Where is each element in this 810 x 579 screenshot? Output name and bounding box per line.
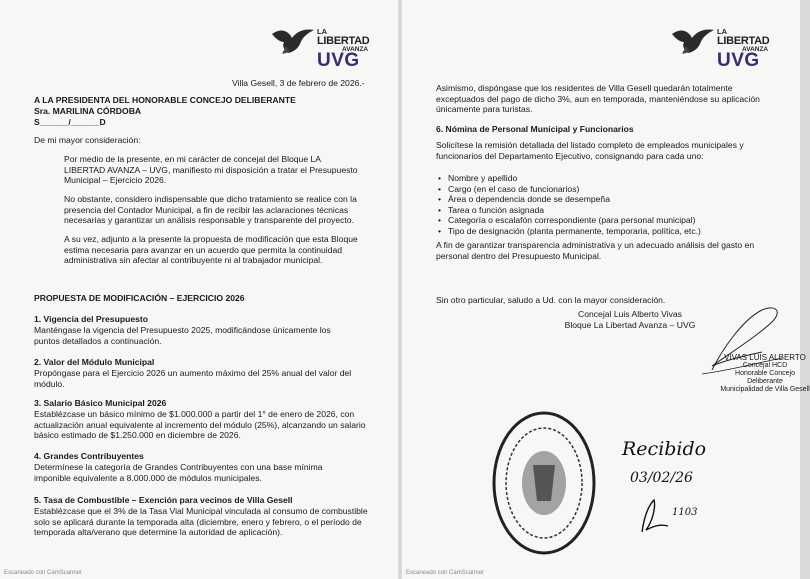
official-stamp xyxy=(720,354,810,394)
logo-text-la: LA xyxy=(717,27,727,36)
scanner-footer: Escaneado con CamScanner xyxy=(406,570,485,576)
stamp-body: Honorable Concejo Deliberante xyxy=(735,370,795,385)
logo-text-libertad: LIBERTAD xyxy=(317,35,370,47)
signer-bloc: Bloque La Libertad Avanza – UVG xyxy=(564,320,696,330)
proposal-title: PROPUESTA DE MODIFICACIÓN – EJERCICIO 2026 xyxy=(34,293,245,303)
initials-scribble xyxy=(634,496,674,536)
signer-name: Concejal Luis Alberto Vivas xyxy=(578,309,682,319)
paragraph-1: Por medio de la presente, en mi carácter de concejal del Bloque LA LIBERTAD AVANZA – UVG, manifiesto mi disposición a tratar el Presupuesto Municipal – Ejercicio 2026. xyxy=(64,154,358,186)
addressee: A LA PRESIDENTA DEL HONORABLE CONCEJO DELIBERANTE xyxy=(34,95,296,105)
eagle-icon xyxy=(670,26,716,56)
received-date: 03/02/26 xyxy=(630,470,693,486)
section-6-title: 6. Nómina de Personal Municipal y Funcionarios xyxy=(436,124,634,134)
section-3-title: 3. Salario Básico Municipal 2026 xyxy=(34,398,167,408)
list-item: • Nombre y apellido xyxy=(436,173,776,184)
party-logo xyxy=(670,22,800,72)
logo-text-libertad: LIBERTAD xyxy=(717,35,770,47)
party-logo xyxy=(270,22,400,72)
list-item: • Cargo (en el caso de funcionarios) xyxy=(436,184,776,195)
greeting: De mi mayor consideración: xyxy=(34,135,141,145)
list-item: • Tipo de designación (planta permanente, temporaria, política, etc.) xyxy=(436,226,776,237)
section-6-body: Solicítese la remisión detallada del listado completo de empleados municipales y funcionarios del Departamento Ejecutivo, consignando para cada uno: xyxy=(436,140,744,161)
list-item: • Área o dependencia donde se desempeña xyxy=(436,194,776,205)
stamp-name: VIVAS LUIS ALBERTO xyxy=(724,353,806,362)
stamp-role: Concejal HCD xyxy=(742,362,788,369)
received-time: 1103 xyxy=(672,507,698,518)
section-2-title: 2. Valor del Módulo Municipal xyxy=(34,357,155,367)
eagle-icon xyxy=(270,26,316,56)
logo-text-uvg: UVG xyxy=(717,50,760,71)
section-1-title: 1. Vigencia del Presupuesto xyxy=(34,314,148,324)
section-1-body: Manténgase la vigencia del Presupuesto 2025, modificándose únicamente los puntos detallados a continuación. xyxy=(34,325,331,346)
addressee-name: Sra. MARILINA CÓRDOBA xyxy=(34,106,142,116)
sd-line: S______/______D xyxy=(34,117,106,127)
received-note: Recibido xyxy=(622,438,707,460)
council-seal xyxy=(489,405,599,561)
list-item: • Categoría o escalafón correspondiente (para personal municipal) xyxy=(436,215,776,226)
logo-text-la: LA xyxy=(317,27,327,36)
paragraph-3: A su vez, adjunto a la presente la propuesta de modificación que esta Bloque estima necesaria para avanzar en un acuerdo que permita la continuidad administrativa sin afectar al contribuyente ni al trabajador municipal. xyxy=(64,234,358,266)
closing: Sin otro particular, saludo a Ud. con la mayor consideración. xyxy=(436,295,666,305)
paragraph-final: A fin de garantizar transparencia administrativa y un adecuado análisis del gasto en personal dentro del Presupuesto Municipal. xyxy=(436,240,755,261)
section-4-body: Determínese la categoría de Grandes Contribuyentes con una base mínima imponible equivalente a 8.000.000 de módulos municipales. xyxy=(34,462,323,483)
personnel-fields-list xyxy=(436,173,776,237)
section-2-body: Propóngase para el Ejercicio 2026 un aumento máximo del 25% anual del valor del módulo. xyxy=(34,368,352,389)
letter-date: Villa Gesell, 3 de febrero de 2026.- xyxy=(232,78,365,88)
section-5-title: 5. Tasa de Combustible – Exención para vecinos de Villa Gesell xyxy=(34,495,293,505)
list-item: • Tarea o función asignada xyxy=(436,205,776,216)
left-page xyxy=(0,0,398,579)
section-4-title: 4. Grandes Contribuyentes xyxy=(34,451,144,461)
logo-text-avanza: AVANZA xyxy=(742,46,769,53)
scanner-footer: Escaneado con CamScanner xyxy=(4,570,83,576)
paragraph-2: No obstante, considero indispensable que dicho tratamiento se realice con la presencia del Contador Municipal, a fin de recibir las aclaraciones técnicas necesarias y garantizar un análisis responsable y transparente del proyecto. xyxy=(64,194,357,226)
logo-text-avanza: AVANZA xyxy=(342,46,369,53)
stamp-municipality: Municipalidad de Villa Gesell xyxy=(720,386,810,393)
section-5-body: Establézcase que el 3% de la Tasa Vial Municipal vinculada al consumo de combustible solo se aplicará durante la temporada alta (diciembre, enero y febrero, o el período de temporada alta/verano que determine la autoridad de aplicación). xyxy=(34,506,368,538)
paragraph-top: Asimismo, dispóngase que los residentes de Villa Gesell quedarán totalmente exceptuados del pago de dicho 3%, aun en temporada, manteniéndose su aplicación únicamente para turistas. xyxy=(436,83,760,115)
right-page xyxy=(402,0,810,579)
section-3-body: Establézcase un básico mínimo de $1.000.000 a partir del 1° de enero de 2026, con actualización anual equivalente al incremento del módulo (25%), alcanzando un salario básico estimado de $1.250.000 en diciembre de 2026. xyxy=(34,409,366,441)
logo-text-uvg: UVG xyxy=(317,50,360,71)
